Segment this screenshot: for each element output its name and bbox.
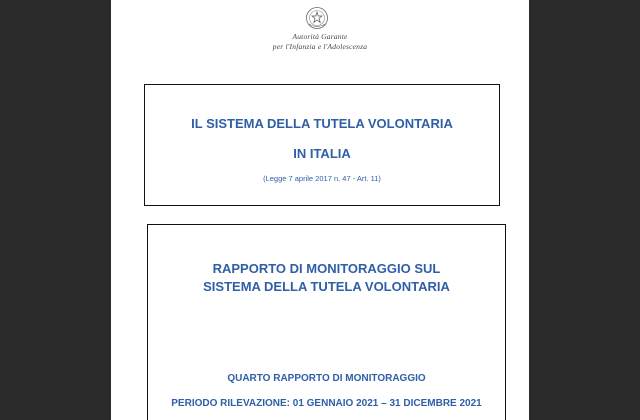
- report-box: [147, 224, 506, 420]
- law-reference: (Legge 7 aprile 2017 n. 47 - Art. 11): [263, 174, 381, 183]
- main-title-line1: IL SISTEMA DELLA TUTELA VOLONTARIA: [191, 116, 453, 131]
- document-page: [111, 0, 529, 420]
- report-title-line1: RAPPORTO DI MONITORAGGIO SUL: [212, 261, 441, 276]
- republic-emblem-icon: [305, 6, 329, 30]
- title-box: [144, 84, 500, 206]
- report-period: PERIODO RILEVAZIONE: 01 GENNAIO 2021 – 31 DICEMBRE 2021: [171, 398, 482, 409]
- authority-subtitle: per l'Infanzia e l'Adolescenza: [272, 42, 368, 51]
- main-title-line2: IN ITALIA: [293, 146, 351, 161]
- authority-name: Autorità Garante: [292, 32, 348, 41]
- report-title-line2: SISTEMA DELLA TUTELA VOLONTARIA: [203, 279, 450, 294]
- report-subtitle: QUARTO RAPPORTO DI MONITORAGGIO: [227, 373, 426, 384]
